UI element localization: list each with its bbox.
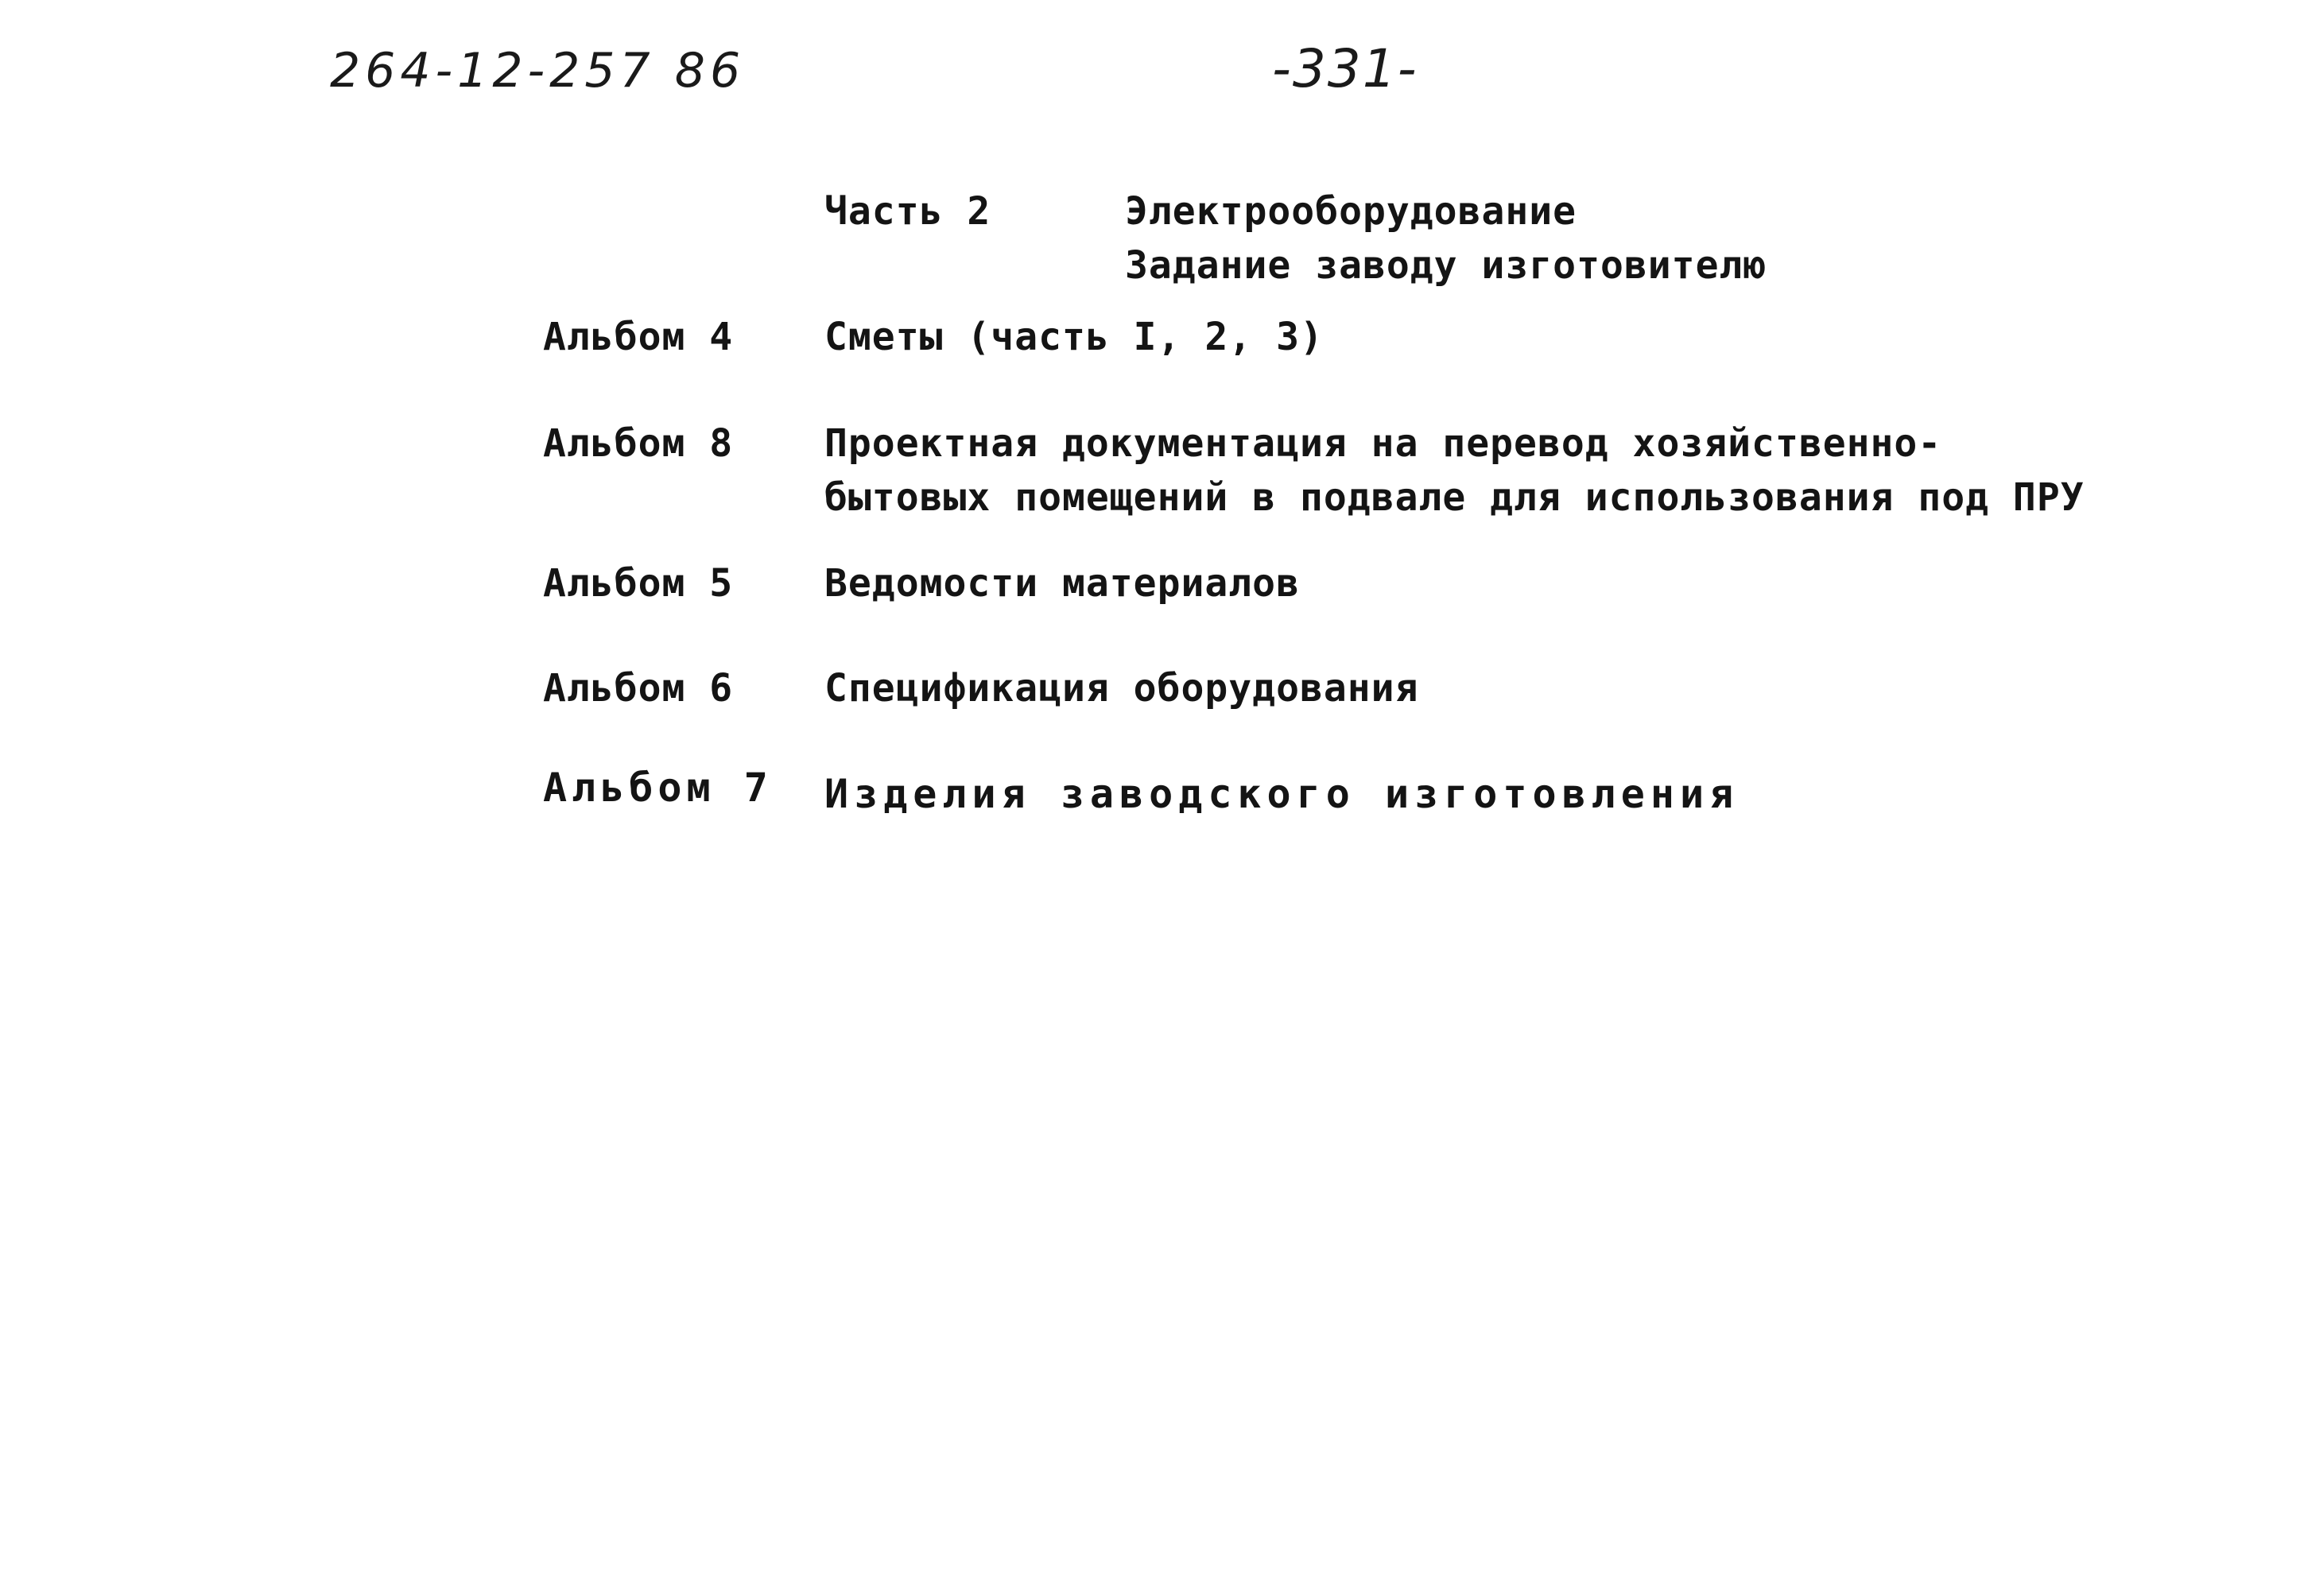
document-code: 264-12-257 86 xyxy=(330,43,746,99)
album-label: Альбом 7 xyxy=(543,765,773,811)
album-label: Альбом 8 xyxy=(543,421,734,466)
album-label: Альбом 6 xyxy=(543,666,734,711)
album-title: Ведомости материалов xyxy=(824,561,1300,606)
album-title: Проектная документация на перевод хозяйственно- xyxy=(824,421,1942,466)
page-number: -331- xyxy=(1272,38,1418,99)
album-title-continued: бытовых помещений в подвале для использования под ПРУ xyxy=(824,475,2085,520)
album-title: Сметы (часть I, 2, 3) xyxy=(824,315,1324,359)
album-title: Спецификация оборудования xyxy=(824,666,1419,711)
part-label: Часть 2 xyxy=(824,189,991,234)
album-title: Изделия заводского изготовления xyxy=(824,771,1740,817)
part-title: Электрооборудование xyxy=(1125,189,1577,234)
part-subtitle: Задание заводу изготовителю xyxy=(1125,243,1767,288)
album-label: Альбом 5 xyxy=(543,561,734,606)
album-label: Альбом 4 xyxy=(543,315,734,359)
